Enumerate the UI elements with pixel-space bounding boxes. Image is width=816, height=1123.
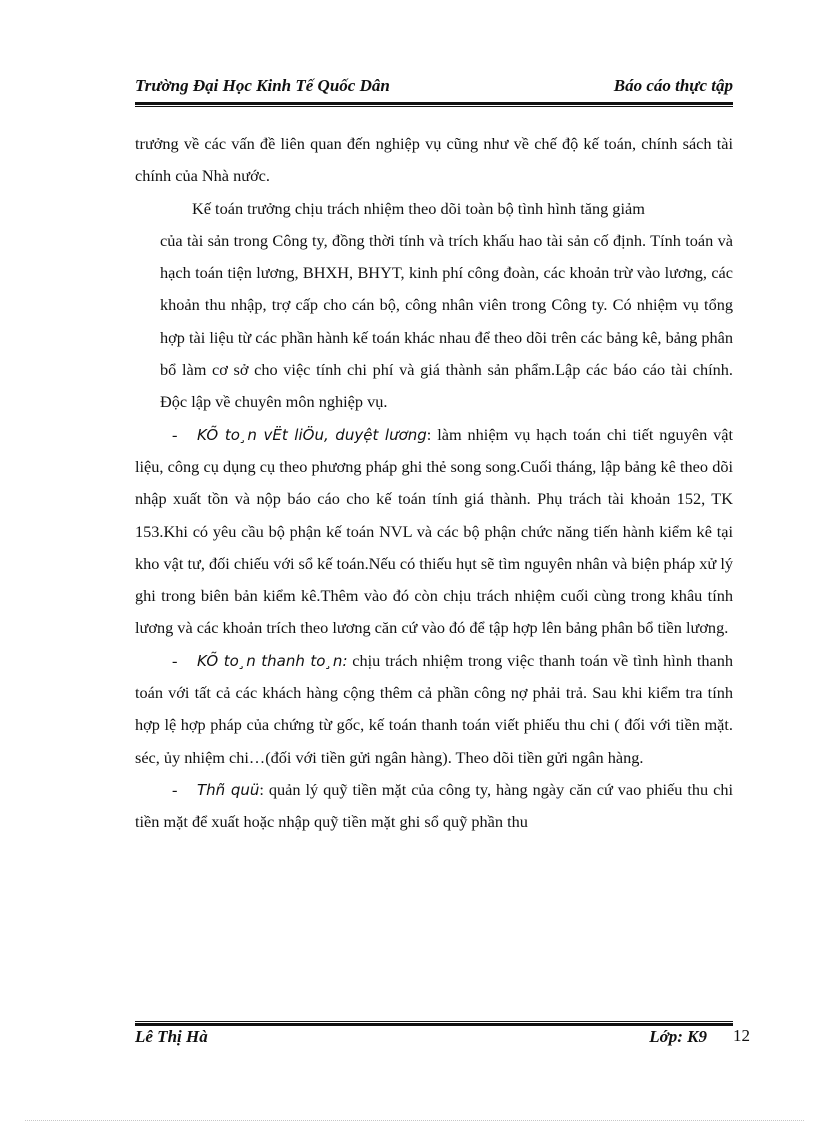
page-number: 12 <box>733 1026 750 1045</box>
list-item-text: chịu trách nhiệm trong việc thanh toán về tình hình thanh toán với tất cả các khách hàng cộng thêm cả phần công nợ phải trả. Sau khi kiểm tra tính hợp lệ hợp pháp của chứng từ gốc, kế toán thanh toán viết phiếu thu chi ( đối với tiền mặt. séc, ủy nhiệm chi…(đối với tiền gửi ngân hàng). Theo dõi tiền gửi ngân hàng. <box>135 650 733 767</box>
list-dash: - <box>172 650 178 670</box>
paragraph-intro: trưởng về các vấn đề liên quan đến nghiệp vụ cũng như về chế độ kế toán, chính sách tài chính của Nhà nước. <box>135 134 733 186</box>
page-boundary-line <box>25 1120 804 1121</box>
page-footer <box>135 1027 733 1051</box>
header-document-type: Báo cáo thực tập <box>613 76 733 95</box>
list-item-label: KÕ to¸n vËt liÖu, duyệt lương <box>197 425 427 444</box>
footer-divider <box>135 1021 733 1026</box>
document-body <box>135 128 733 839</box>
list-item-text: : quản lý quỹ tiền mặt của công ty, hàng ngày căn cứ vao phiếu thu chi tiền mặt để xuất hoặc nhập quỹ tiền mặt ghi sổ quỹ phần thu <box>135 779 733 832</box>
paragraph-chief-accountant-first-line: Kế toán trưởng chịu trách nhiệm theo dõi toàn bộ tình hình tăng giảm <box>192 198 645 218</box>
list-item-label: KÕ to¸n thanh to¸n: <box>197 651 348 670</box>
header-divider <box>135 102 733 107</box>
list-item-payment-accountant <box>135 645 733 774</box>
page-header <box>135 76 733 100</box>
list-item-text: : làm nhiệm vụ hạch toán chi tiết nguyên vật liệu, công cụ dụng cụ theo phương pháp ghi thẻ song song.Cuối tháng, lập bảng kê theo dõi nhập xuất tồn và nộp báo cáo cho kế toán tính giá thành. Phụ trách tài khoản 152, TK 153.Khi có yêu cầu bộ phận kế toán NVL và các bộ phận chức năng tiến hành kiểm kê tại kho vật tư, đối chiếu với sổ kế toán.Nếu có thiếu hụt sẽ tìm nguyên nhân và biện pháp xử lý ghi trong biên bản kiểm kê.Thêm vào đó còn chịu trách nhiệm cuối cùng trong khâu tính lương và các khoản trích theo lương căn cứ vào đó để tập hợp lên bảng phân bổ tiền lương. <box>135 424 733 638</box>
footer-class: Lớp: K9 <box>649 1027 707 1046</box>
list-item-materials-accountant <box>135 419 733 645</box>
header-school-name: Trường Đại Học Kinh Tế Quốc Dân <box>135 76 390 95</box>
footer-author: Lê Thị Hà <box>135 1027 208 1046</box>
list-item-label: Thñ quü <box>197 780 260 799</box>
list-dash: - <box>172 779 178 799</box>
list-item-cashier <box>135 774 733 839</box>
list-dash: - <box>172 424 178 444</box>
paragraph-chief-accountant: của tài sản trong Công ty, đồng thời tính và trích khấu hao tài sản cố định. Tính toán và hạch toán tiện lương, BHXH, BHYT, kinh phí công đoàn, các khoản trừ vào lương, các khoản thu nhập, trợ cấp cho cán bộ, công nhân viên trong Công ty. Có nhiệm vụ tổng hợp tài liệu từ các phần hành kế toán khác nhau để theo dõi trên các bảng kê, bảng phân bổ làm cơ sở cho việc tính chi phí và giá thành sản phẩm.Lập các báo cáo tài chính. Độc lập về chuyên môn nghiệp vụ. <box>160 230 733 412</box>
